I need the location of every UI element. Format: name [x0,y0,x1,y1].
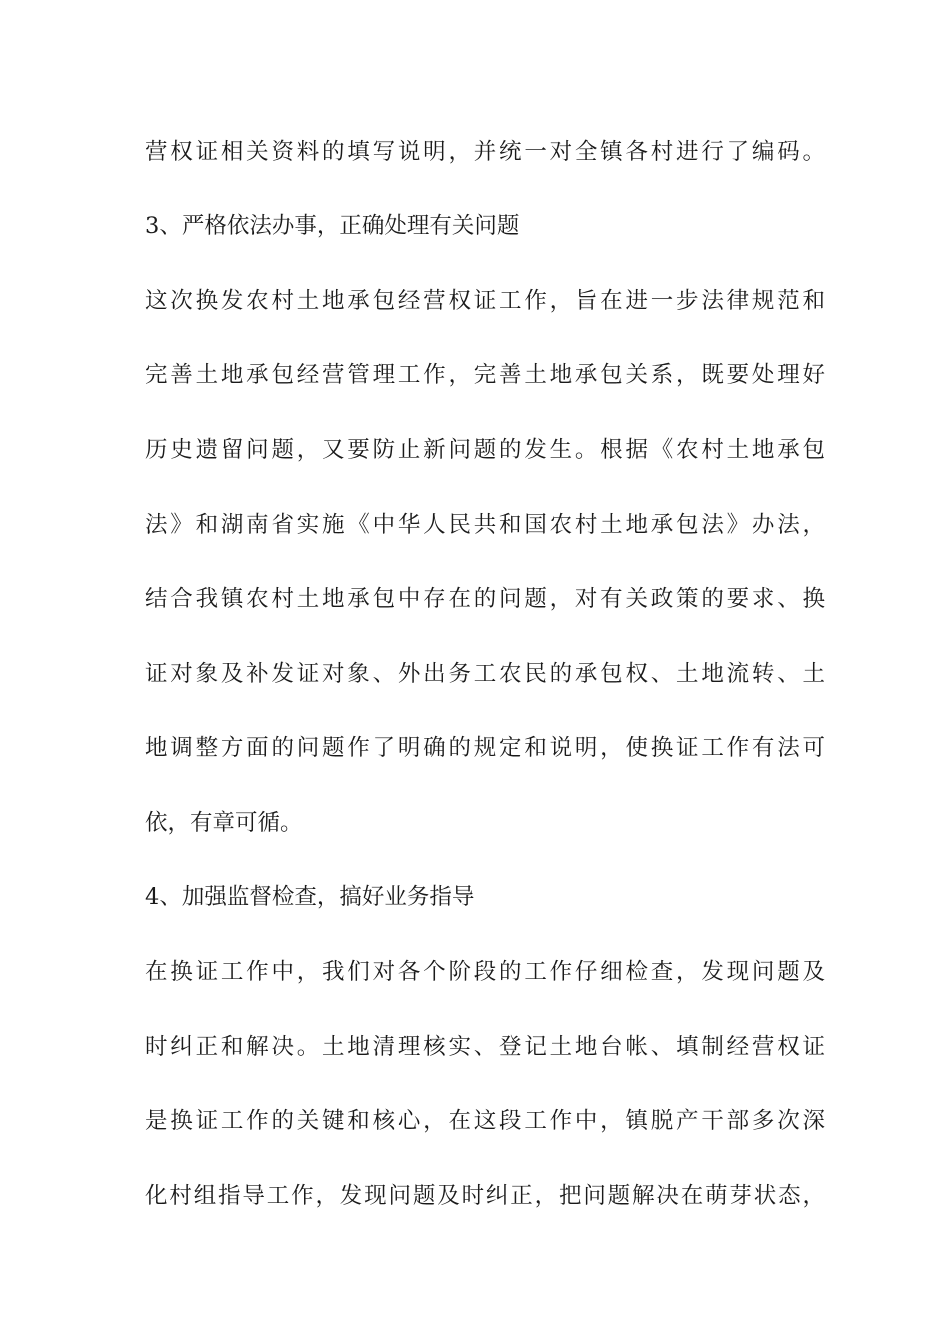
paragraph-line: 化村组指导工作，发现问题及时纠正，把问题解决在萌芽状态， [145,1183,825,1209]
paragraph-line: 地调整方面的问题作了明确的规定和说明，使换证工作有法可 [145,735,825,761]
paragraph-line: 依，有章可循。 [145,810,303,836]
paragraph-line: 这次换发农村土地承包经营权证工作，旨在进一步法律规范和 [145,288,825,314]
paragraph-line: 证对象及补发证对象、外出务工农民的承包权、土地流转、土 [145,661,825,687]
paragraph-line: 在换证工作中，我们对各个阶段的工作仔细检查，发现问题及 [145,959,825,985]
section-heading: 3、严格依法办事，正确处理有关问题 [145,213,520,239]
paragraph-line: 完善土地承包经营管理工作，完善土地承包关系，既要处理好 [145,362,825,388]
paragraph-line: 时纠正和解决。土地清理核实、登记土地台帐、填制经营权证 [145,1034,825,1060]
paragraph-line: 结合我镇农村土地承包中存在的问题，对有关政策的要求、换 [145,586,825,612]
paragraph-line: 法》和湖南省实施《中华人民共和国农村土地承包法》办法， [145,512,825,538]
section-heading: 4、加强监督检查，搞好业务指导 [145,884,475,910]
paragraph-line: 历史遗留问题，又要防止新问题的发生。根据《农村土地承包 [145,437,825,463]
paragraph-line: 是换证工作的关键和核心，在这段工作中，镇脱产干部多次深 [145,1108,825,1134]
paragraph-line: 营权证相关资料的填写说明，并统一对全镇各村进行了编码。 [145,139,825,165]
